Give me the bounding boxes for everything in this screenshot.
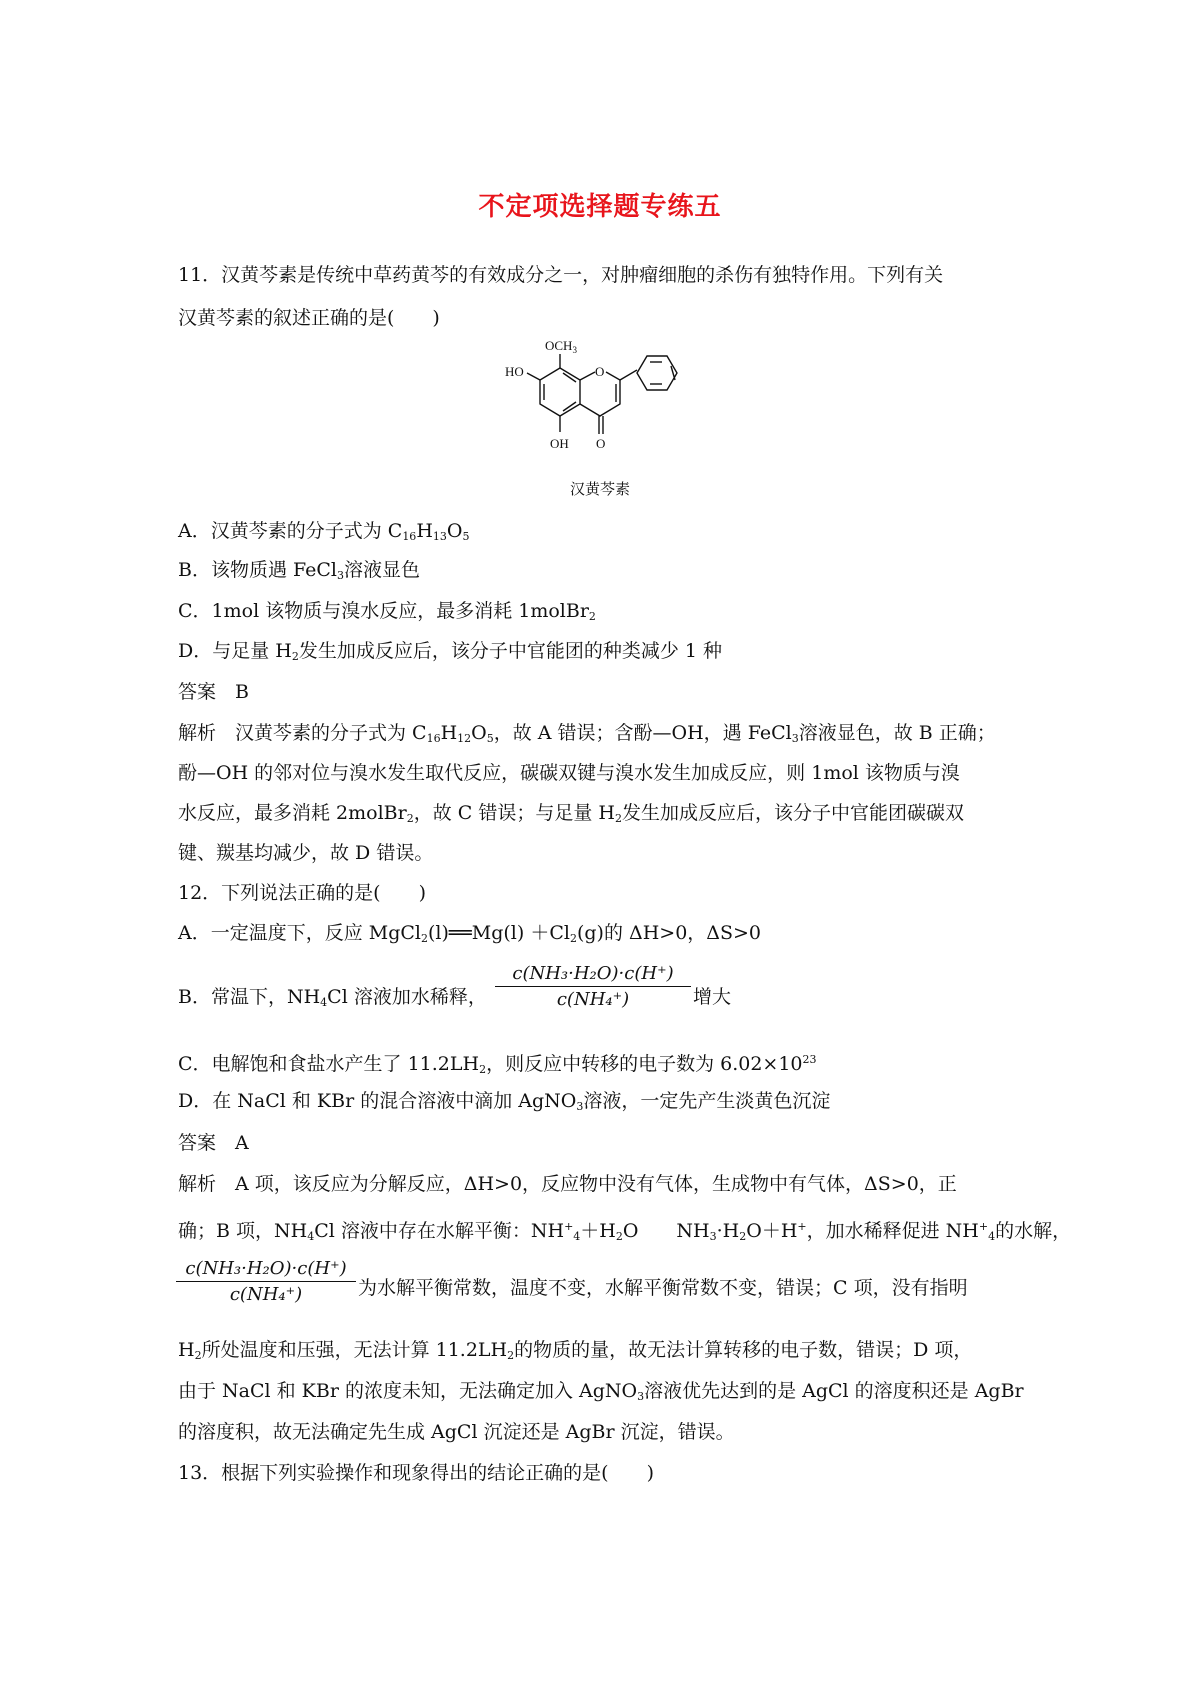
benzo-ring: [540, 368, 580, 416]
q11-answer: 答案 B: [178, 681, 249, 703]
q11-analysis-line2: 酚—OH 的邻对位与溴水发生取代反应，碳碳双键与溴水发生加成反应，则 1mol 该物质与溴: [178, 762, 960, 784]
page-title: 不定项选择题专练五: [478, 192, 722, 222]
q12-option-b-suffix: 增大: [693, 986, 732, 1008]
q11-option-c: C．1mol 该物质与溴水反应，最多消耗 1molBr$_2$: [178, 600, 596, 623]
fraction-numerator: c(NH₃·H₂O)·c(H⁺): [495, 963, 691, 987]
q12-analysis-fraction: [176, 1258, 356, 1305]
q11-analysis-line4: 键、羰基均减少，故 D 错误。: [178, 842, 434, 864]
ho-label: HO: [505, 364, 524, 379]
q12-option-c: C．电解饱和食盐水产生了 $11.2LH_2$，则反应中转移的电子数为 $6.02\times 10^{23}$: [178, 1053, 817, 1076]
q12-option-b: B．常温下，$NH_4Cl$ 溶液加水稀释，: [178, 986, 487, 1009]
q12-analysis-line4: $H_2$所处温度和压强，无法计算 $11.2LH_2$的物质的量，故无法计算转移的电子数，错误；D 项，: [178, 1339, 973, 1362]
q12-option-a: A．一定温度下，反应 MgCl$_2$(l)══Mg(l) $+Cl_2(g)$的 ΔH>0，ΔS>0: [178, 922, 762, 945]
q13-stem: 13．根据下列实验操作和现象得出的结论正确的是( ): [178, 1462, 655, 1484]
phenyl-ring: [637, 356, 677, 390]
fraction-denominator: c(NH₄⁺): [229, 1284, 303, 1305]
q11-option-d: D．与足量 $H_2$发生加成反应后，该分子中官能团的种类减少 1 种: [178, 640, 723, 663]
q11-stem-line1: 11．汉黄芩素是传统中草药黄芩的有效成分之一，对肿瘤细胞的杀伤有独特作用。下列有关: [178, 264, 944, 286]
q12-analysis-line6: 的溶度积，故无法确定先生成 AgCl 沉淀还是 AgBr 沉淀，错误。: [178, 1421, 735, 1443]
ring-oxygen-label: O: [595, 364, 605, 379]
q12-analysis-line1: 解析 A 项，该反应为分解反应，ΔH>0，反应物中没有气体，生成物中有气体，ΔS>0，正: [178, 1173, 957, 1195]
q12-analysis-line5: 由于 NaCl 和 KBr 的浓度未知，无法确定加入 AgNO$_3$溶液优先达到的是 AgCl 的溶度积还是 AgBr: [178, 1380, 1024, 1403]
fraction-denominator: c(NH₄⁺): [556, 989, 630, 1010]
q11-stem-line2: 汉黄芩素的叙述正确的是( ): [178, 307, 440, 329]
wogonin-structure-diagram: [505, 338, 715, 473]
och3-label: $OCH_3$: [545, 338, 577, 355]
structure-caption: 汉黄芩素: [569, 480, 630, 498]
q12-analysis-line3: 为水解平衡常数，温度不变，水解平衡常数不变，错误；C 项，没有指明: [358, 1277, 968, 1299]
q12-analysis-line2: 确；B 项，$NH_4Cl$ 溶液中存在水解平衡：$NH^+_4+H_2O$ $NH_3\cdot H_2O+H^+$，加水稀释促进 $NH^+_4$的水解，: [178, 1220, 1072, 1243]
fraction-numerator: c(NH₃·H₂O)·c(H⁺): [176, 1258, 356, 1282]
oh-label: OH: [550, 436, 569, 451]
q11-analysis-line1: 解析 汉黄芩素的分子式为 $C_{16}H_{12}O_5$，故 A 错误；含酚—OH，遇 FeCl$_3$溶液显色，故 B 正确；: [178, 722, 996, 745]
q12-option-b-fraction: [495, 963, 691, 1010]
carbonyl-oxygen-label: O: [596, 436, 606, 451]
q12-option-d: D．在 NaCl 和 KBr 的混合溶液中滴加 AgNO$_3$溶液，一定先产生淡黄色沉淀: [178, 1090, 831, 1113]
q12-stem: 12．下列说法正确的是( ): [178, 882, 427, 904]
q11-option-a: A．汉黄芩素的分子式为 $C_{16}H_{13}O_5$: [178, 520, 470, 543]
q11-analysis-line3: 水反应，最多消耗 2molBr$_2$，故 C 错误；与足量 $H_2$发生加成反应后，该分子中官能团碳碳双: [178, 802, 964, 825]
pyranone-ring: [580, 372, 595, 380]
q11-option-b: B．该物质遇 FeCl$_3$溶液显色: [178, 559, 421, 582]
q12-answer: 答案 A: [178, 1132, 249, 1154]
